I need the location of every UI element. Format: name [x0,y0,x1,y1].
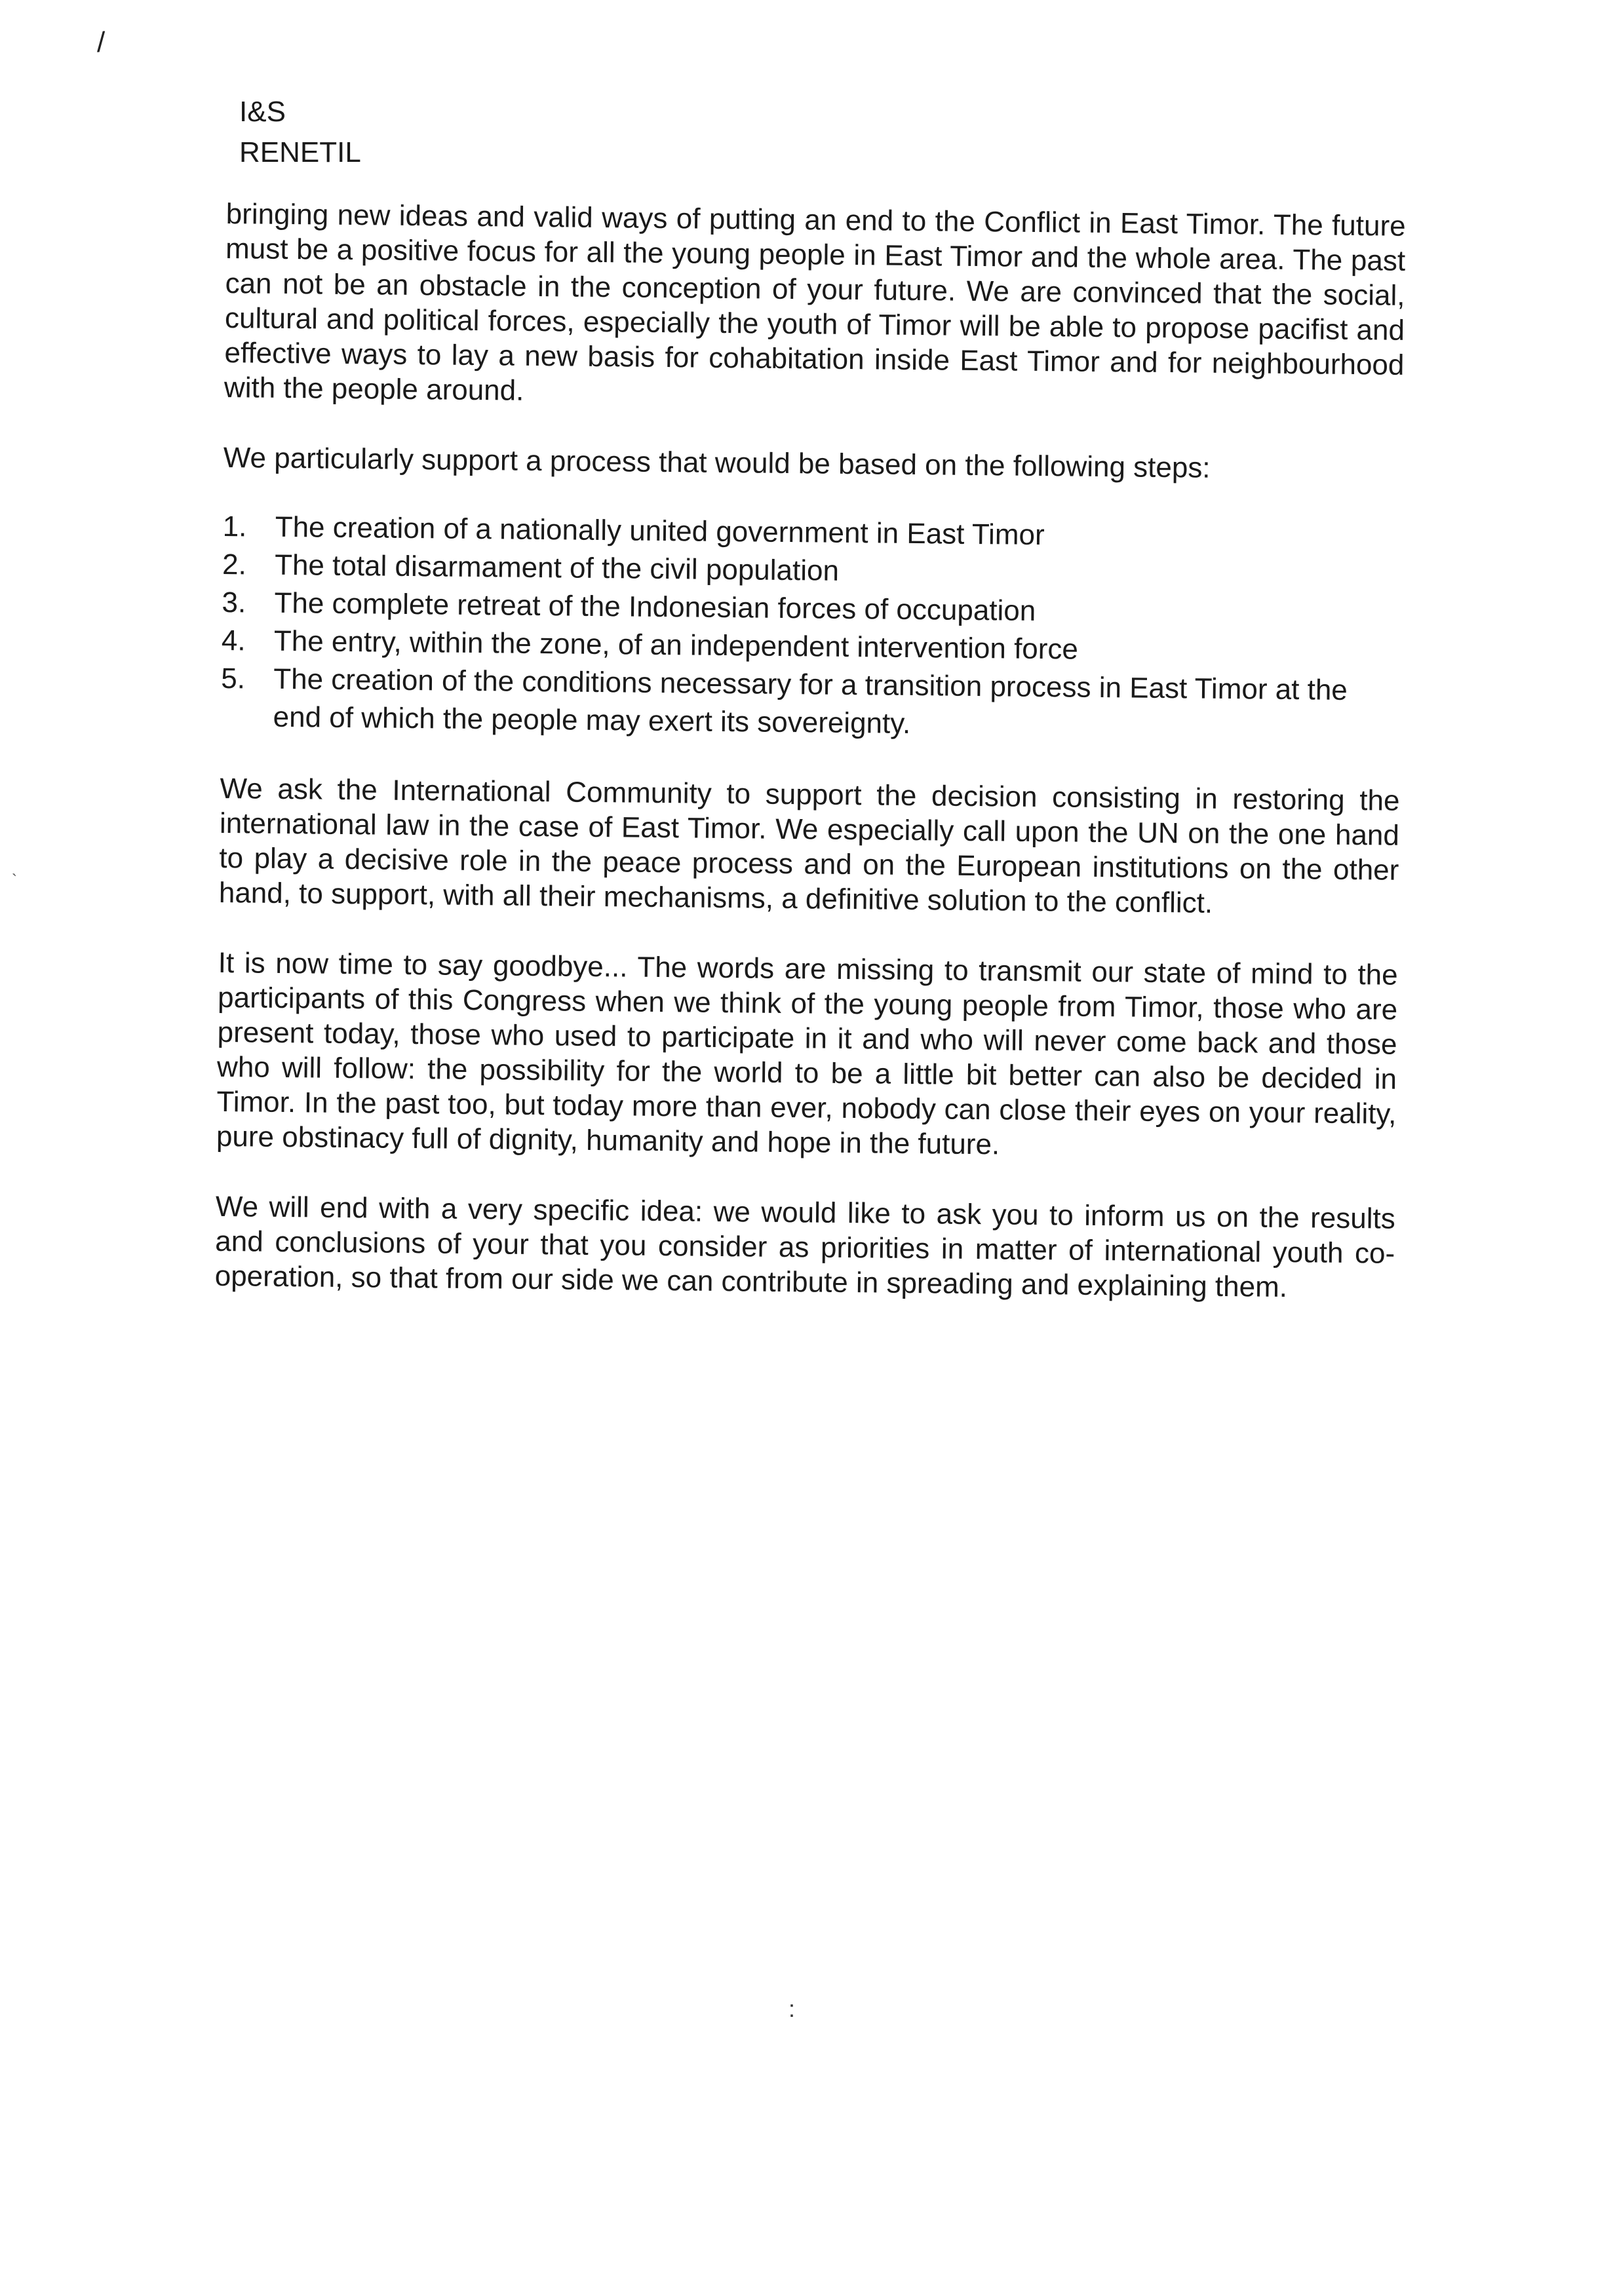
header-line-1: I&S [239,96,286,128]
step-number: 5. [221,662,246,695]
step-text: The complete retreat of the Indonesian forces of occupation [274,586,1036,627]
paragraph-3: We ask the International Community to support the decision consisting in restoring the international law in the case of East Timor. We especially call upon the UN on the one hand to play a decisive role in the peace process and on the European institutions on the other hand, to support, with all their mechanisms, a definitive solution to the conflict. [218,772,1400,919]
step-text: The entry, within the zone, of an independent intervention force [273,624,1079,666]
paragraph-5: We will end with a very specific idea: we would like to ask you to inform us on the results and conclusions of your that you consider as priorities in matter of international youth co-operation, so that from our side we can contribute in spreading and explaining them. [214,1190,1396,1304]
bottom-scan-mark: : [788,1995,796,2022]
step-number: 3. [222,586,246,619]
paragraph-1: bringing new ideas and valid ways of putting an end to the Conflict in East Timor. The future must be a positive focus for all the young people in East Timor and the whole area. The past can not be an obstacle in the conception of your future. We are convinced that the social, cultural and political forces, especially the youth of Timor will be able to propose pacifist and effective ways to lay a new basis for cohabitation inside East Timor and for neighbourhood with the people around. [224,197,1406,407]
document-body [214,197,1406,1341]
paragraph-4: It is now time to say goodbye... The words are missing to transmit our state of mind to the participants of this Congress when we think of the young people from Timor, those who are present today, those who used to participate in it and who will never come back and those who will follow: the possibility for the world to be a little bit better can also be decided in Timor. In the past too, but today more than ever, nobody can close their eyes on your reality, pure obstinacy full of dignity, humanity and hope in the future. [216,946,1398,1161]
step-text: The creation of the conditions necessary for a transition process in East Timor at the end of which the people may exert its sovereignty. [273,662,1348,740]
step-text: The creation of a nationally united government in East Timor [275,510,1045,552]
document-header [239,92,361,173]
margin-tick-mark: ` [12,871,17,889]
paragraph-2: We particularly support a process that would be based on the following steps: [223,441,1211,484]
header-line-2: RENETIL [239,136,361,168]
step-number: 4. [221,624,246,657]
step-number: 2. [222,548,247,581]
step-number: 1. [222,510,247,543]
list-item [220,660,1401,748]
step-text: The total disarmament of the civil population [274,548,840,587]
steps-list [220,508,1403,748]
handwritten-slash-mark: / [97,26,106,58]
